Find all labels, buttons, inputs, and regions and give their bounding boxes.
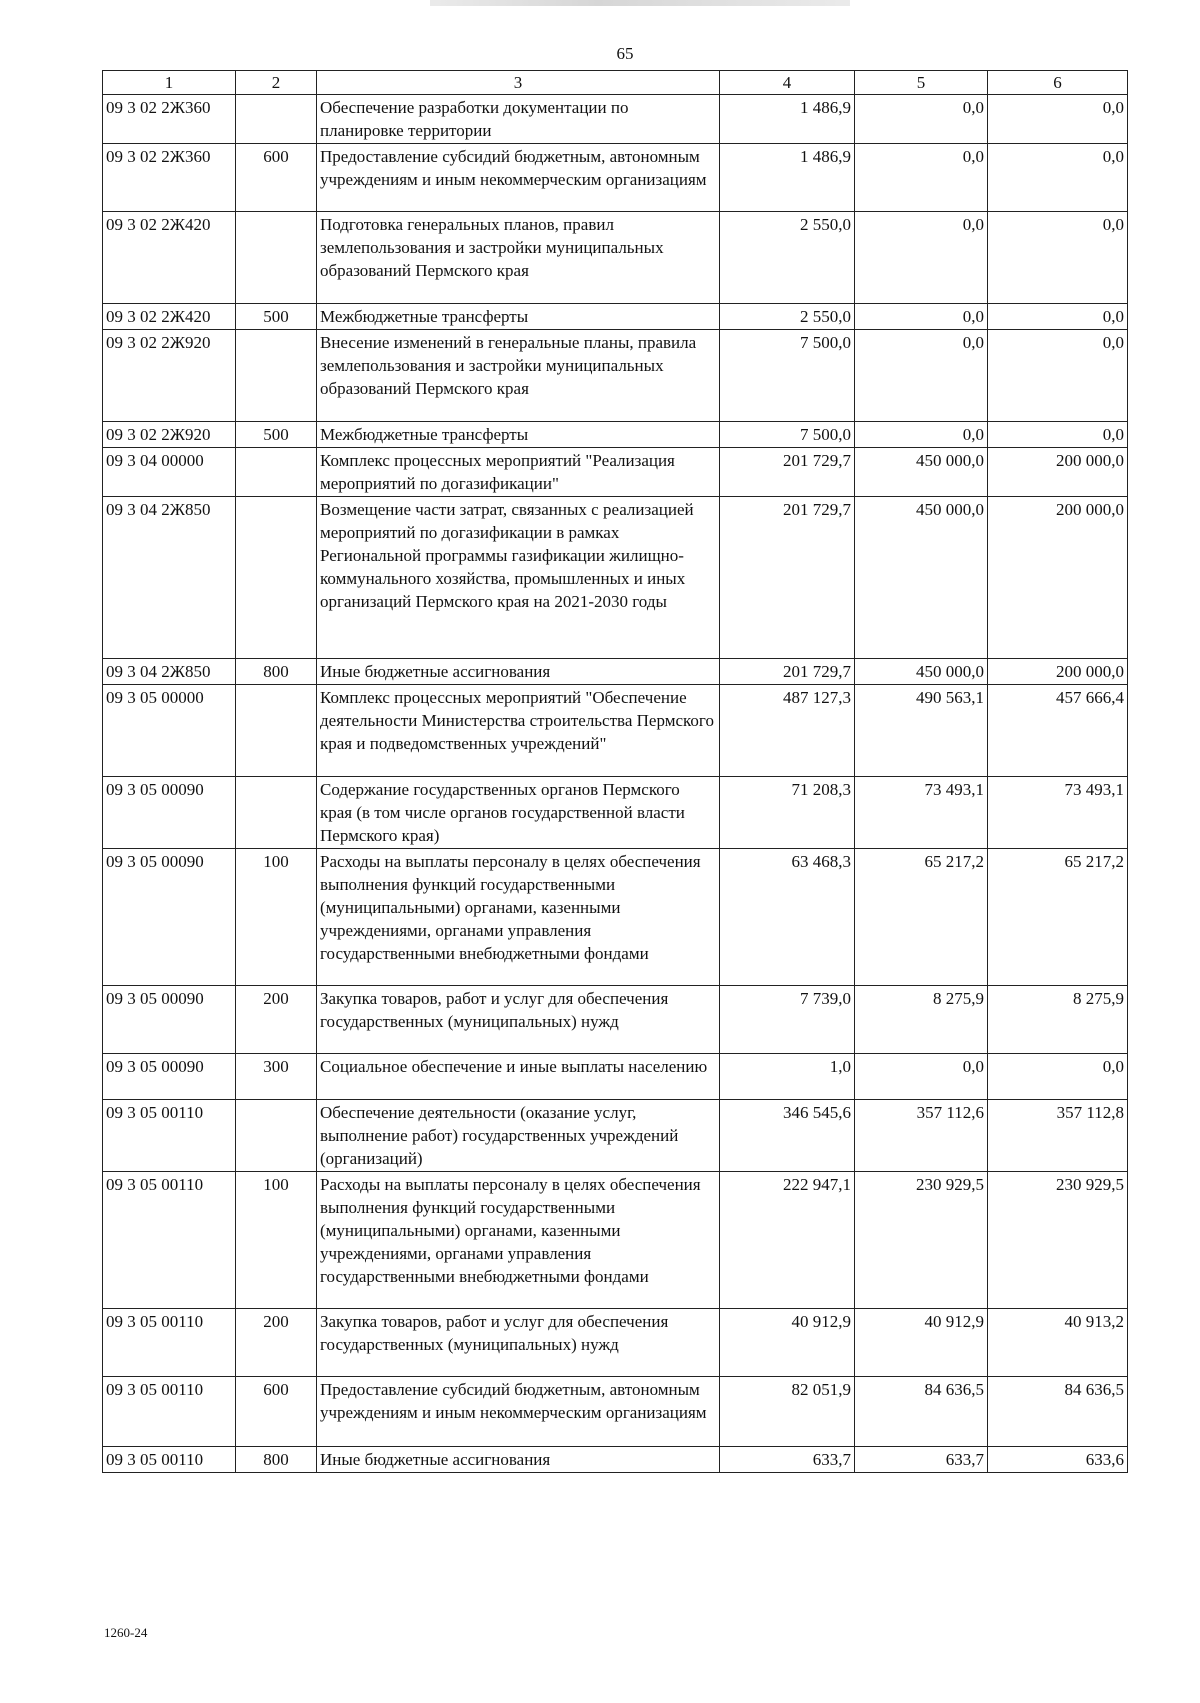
table-row: [103, 986, 1128, 1054]
expense-type: [236, 212, 317, 304]
amount-year-1: 63 468,3: [720, 849, 855, 986]
table-row: [103, 1309, 1128, 1377]
header-row: [103, 71, 1128, 95]
budget-code: 09 3 05 00110: [103, 1447, 236, 1473]
amount-year-2: 73 493,1: [855, 777, 988, 849]
budget-code: 09 3 05 00090: [103, 1054, 236, 1100]
expense-type: 300: [236, 1054, 317, 1100]
budget-code: 09 3 02 2Ж360: [103, 95, 236, 144]
amount-year-2: 40 912,9: [855, 1309, 988, 1377]
budget-code: 09 3 04 00000: [103, 448, 236, 497]
amount-year-3: 200 000,0: [988, 497, 1128, 659]
amount-year-2: 0,0: [855, 95, 988, 144]
page-number: 65: [616, 44, 634, 63]
item-name: Предоставление субсидий бюджетным, автономным учреждениям и иным некоммерческим организациям: [317, 1377, 720, 1447]
amount-year-2: 0,0: [855, 304, 988, 330]
budget-table: [102, 70, 1128, 1473]
amount-year-1: 346 545,6: [720, 1100, 855, 1172]
item-name: Расходы на выплаты персоналу в целях обеспечения выполнения функций государственными (муниципальными) органами, казенными учреждениями, органами управления государственными внебюджетными фондами: [317, 1172, 720, 1309]
table-row: [103, 659, 1128, 685]
amount-year-2: 450 000,0: [855, 659, 988, 685]
budget-code: 09 3 05 00110: [103, 1172, 236, 1309]
item-name: Внесение изменений в генеральные планы, правила землепользования и застройки муниципальных образований Пермского края: [317, 330, 720, 422]
amount-year-3: 457 666,4: [988, 685, 1128, 777]
expense-type: [236, 95, 317, 144]
amount-year-2: 0,0: [855, 330, 988, 422]
amount-year-3: 0,0: [988, 304, 1128, 330]
amount-year-3: 0,0: [988, 422, 1128, 448]
item-name: Закупка товаров, работ и услуг для обеспечения государственных (муниципальных) нужд: [317, 986, 720, 1054]
item-name: Обеспечение деятельности (оказание услуг, выполнение работ) государственных учреждений (организаций): [317, 1100, 720, 1172]
table-row: [103, 849, 1128, 986]
expense-type: 500: [236, 422, 317, 448]
amount-year-1: 1 486,9: [720, 144, 855, 212]
amount-year-1: 7 500,0: [720, 330, 855, 422]
column-header: 2: [236, 71, 317, 95]
amount-year-1: 7 500,0: [720, 422, 855, 448]
expense-type: [236, 685, 317, 777]
budget-code: 09 3 05 00110: [103, 1309, 236, 1377]
amount-year-3: 0,0: [988, 330, 1128, 422]
expense-type: 200: [236, 1309, 317, 1377]
item-name: Иные бюджетные ассигнования: [317, 1447, 720, 1473]
budget-code: 09 3 05 00000: [103, 685, 236, 777]
table-row: [103, 304, 1128, 330]
expense-type: 500: [236, 304, 317, 330]
amount-year-1: 71 208,3: [720, 777, 855, 849]
amount-year-2: 65 217,2: [855, 849, 988, 986]
budget-code: 09 3 02 2Ж420: [103, 304, 236, 330]
amount-year-2: 490 563,1: [855, 685, 988, 777]
amount-year-3: 633,6: [988, 1447, 1128, 1473]
amount-year-1: 1,0: [720, 1054, 855, 1100]
table-body: [103, 95, 1128, 1473]
amount-year-3: 230 929,5: [988, 1172, 1128, 1309]
column-header: 6: [988, 71, 1128, 95]
expense-type: 100: [236, 1172, 317, 1309]
amount-year-3: 0,0: [988, 144, 1128, 212]
table-row: [103, 95, 1128, 144]
table-row: [103, 1054, 1128, 1100]
amount-year-2: 0,0: [855, 422, 988, 448]
amount-year-1: 2 550,0: [720, 304, 855, 330]
item-name: Межбюджетные трансферты: [317, 304, 720, 330]
amount-year-1: 633,7: [720, 1447, 855, 1473]
amount-year-2: 84 636,5: [855, 1377, 988, 1447]
item-name: Иные бюджетные ассигнования: [317, 659, 720, 685]
item-name: Возмещение части затрат, связанных с реализацией мероприятий по догазификации в рамках Региональной программы газификации жилищно-коммунального хозяйства, промышленных и иных организаций Пермского края на 2021-2030 годы: [317, 497, 720, 659]
amount-year-1: 222 947,1: [720, 1172, 855, 1309]
table-row: [103, 1447, 1128, 1473]
budget-code: 09 3 05 00110: [103, 1377, 236, 1447]
item-name: Социальное обеспечение и иные выплаты населению: [317, 1054, 720, 1100]
item-name: Комплекс процессных мероприятий "Реализация мероприятий по догазификации": [317, 448, 720, 497]
amount-year-1: 201 729,7: [720, 659, 855, 685]
table-row: [103, 497, 1128, 659]
expense-type: 600: [236, 144, 317, 212]
column-header: 4: [720, 71, 855, 95]
budget-code: 09 3 02 2Ж920: [103, 330, 236, 422]
amount-year-3: 0,0: [988, 95, 1128, 144]
column-header: 3: [317, 71, 720, 95]
amount-year-3: 200 000,0: [988, 448, 1128, 497]
amount-year-3: 0,0: [988, 212, 1128, 304]
expense-type: [236, 777, 317, 849]
item-name: Межбюджетные трансферты: [317, 422, 720, 448]
item-name: Расходы на выплаты персоналу в целях обеспечения выполнения функций государственными (муниципальными) органами, казенными учреждениями, органами управления государственными внебюджетными фондами: [317, 849, 720, 986]
amount-year-3: 200 000,0: [988, 659, 1128, 685]
amount-year-3: 357 112,8: [988, 1100, 1128, 1172]
budget-code: 09 3 05 00110: [103, 1100, 236, 1172]
item-name: Содержание государственных органов Пермского края (в том числе органов государственной власти Пермского края): [317, 777, 720, 849]
amount-year-1: 2 550,0: [720, 212, 855, 304]
budget-code: 09 3 05 00090: [103, 986, 236, 1054]
budget-code: 09 3 04 2Ж850: [103, 659, 236, 685]
amount-year-3: 65 217,2: [988, 849, 1128, 986]
budget-code: 09 3 02 2Ж360: [103, 144, 236, 212]
expense-type: 800: [236, 659, 317, 685]
item-name: Предоставление субсидий бюджетным, автономным учреждениям и иным некоммерческим организациям: [317, 144, 720, 212]
amount-year-1: 487 127,3: [720, 685, 855, 777]
amount-year-2: 633,7: [855, 1447, 988, 1473]
table-row: [103, 144, 1128, 212]
amount-year-2: 450 000,0: [855, 448, 988, 497]
amount-year-1: 7 739,0: [720, 986, 855, 1054]
amount-year-2: 0,0: [855, 1054, 988, 1100]
document-code: 1260-24: [104, 1625, 148, 1640]
amount-year-3: 84 636,5: [988, 1377, 1128, 1447]
item-name: Подготовка генеральных планов, правил землепользования и застройки муниципальных образований Пермского края: [317, 212, 720, 304]
expense-type: 600: [236, 1377, 317, 1447]
expense-type: [236, 330, 317, 422]
budget-code: 09 3 02 2Ж420: [103, 212, 236, 304]
scan-artifact: [430, 0, 850, 6]
budget-code: 09 3 05 00090: [103, 777, 236, 849]
amount-year-1: 1 486,9: [720, 95, 855, 144]
amount-year-2: 0,0: [855, 212, 988, 304]
budget-code: 09 3 04 2Ж850: [103, 497, 236, 659]
item-name: Комплекс процессных мероприятий "Обеспечение деятельности Министерства строительства Пермского края и подведомственных учреждений": [317, 685, 720, 777]
column-header: 1: [103, 71, 236, 95]
table-row: [103, 212, 1128, 304]
amount-year-3: 73 493,1: [988, 777, 1128, 849]
item-name: Обеспечение разработки документации по планировке территории: [317, 95, 720, 144]
expense-type: [236, 1100, 317, 1172]
table-row: [103, 330, 1128, 422]
table-row: [103, 448, 1128, 497]
expense-type: 800: [236, 1447, 317, 1473]
amount-year-2: 8 275,9: [855, 986, 988, 1054]
amount-year-2: 230 929,5: [855, 1172, 988, 1309]
table-row: [103, 777, 1128, 849]
expense-type: [236, 448, 317, 497]
amount-year-2: 450 000,0: [855, 497, 988, 659]
expense-type: [236, 497, 317, 659]
amount-year-3: 40 913,2: [988, 1309, 1128, 1377]
expense-type: 100: [236, 849, 317, 986]
table-row: [103, 685, 1128, 777]
amount-year-1: 82 051,9: [720, 1377, 855, 1447]
table-row: [103, 1172, 1128, 1309]
table-row: [103, 1100, 1128, 1172]
amount-year-2: 0,0: [855, 144, 988, 212]
budget-code: 09 3 05 00090: [103, 849, 236, 986]
column-header: 5: [855, 71, 988, 95]
amount-year-2: 357 112,6: [855, 1100, 988, 1172]
amount-year-1: 201 729,7: [720, 448, 855, 497]
table-row: [103, 422, 1128, 448]
amount-year-3: 8 275,9: [988, 986, 1128, 1054]
expense-type: 200: [236, 986, 317, 1054]
amount-year-1: 201 729,7: [720, 497, 855, 659]
item-name: Закупка товаров, работ и услуг для обеспечения государственных (муниципальных) нужд: [317, 1309, 720, 1377]
amount-year-3: 0,0: [988, 1054, 1128, 1100]
table-row: [103, 1377, 1128, 1447]
budget-code: 09 3 02 2Ж920: [103, 422, 236, 448]
amount-year-1: 40 912,9: [720, 1309, 855, 1377]
